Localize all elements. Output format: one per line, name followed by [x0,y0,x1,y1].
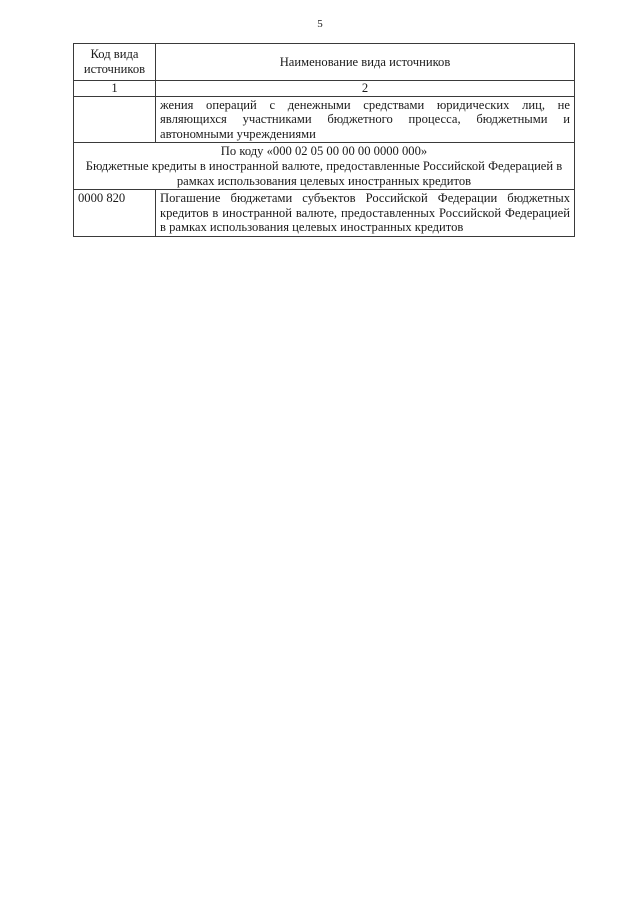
page-number: 5 [317,18,323,30]
row-text: Погашение бюджетами субъектов Российской Федерации бюджетных кредитов в иностранной валюте, предоставленных Российской Федерацией в рамках использования целевых иностранных кредитов [156,190,575,237]
sources-table [73,43,575,237]
section-heading-row [74,143,575,190]
column-number-1: 1 [74,81,156,97]
header-source-code: Код вида источников [74,44,156,81]
section-title: Бюджетные кредиты в иностранной валюте, предоставленные Российской Федерацией в рамках использования целевых иностранных кредитов [85,158,563,188]
table-row [74,190,575,237]
row-code [74,96,156,143]
column-number-row [74,81,575,97]
row-text: жения операций с денежными средствами юридических лиц, не являющихся участниками бюджетного процесса, бюджетными и автономными учреждениями [156,96,575,143]
column-number-2: 2 [156,81,575,97]
row-code: 0000 820 [74,190,156,237]
header-source-name: Наименование вида источников [156,44,575,81]
table-row [74,96,575,143]
table-header-row [74,44,575,81]
section-heading [74,143,575,190]
section-code-line: По коду «000 02 05 00 00 00 0000 000» [220,144,428,159]
